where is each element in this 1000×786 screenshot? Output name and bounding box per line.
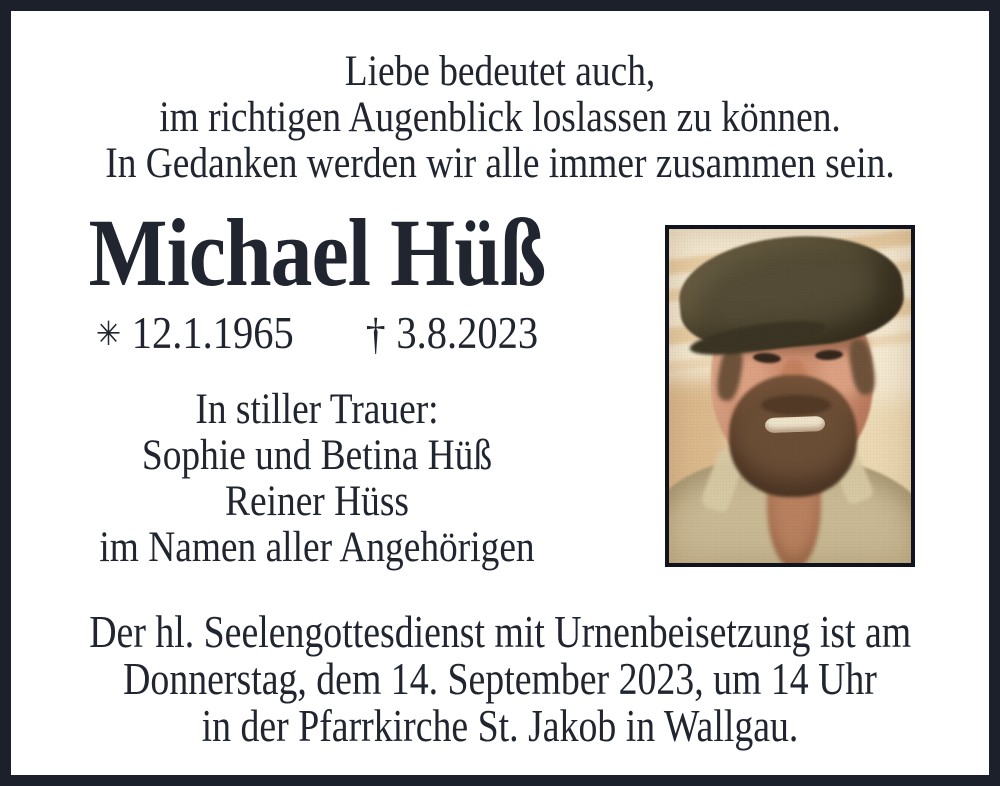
portrait-photo xyxy=(665,225,915,567)
birth-date-value: 12.1.1965 xyxy=(131,308,294,358)
mourners-heading: In stiller Trauer: xyxy=(195,386,439,433)
death-date-value: 3.8.2023 xyxy=(396,308,539,358)
birth-star-icon: ✳ xyxy=(95,316,121,353)
opening-verse xyxy=(75,49,926,187)
verse-line: In Gedanken werden wir alle immer zusammen sein. xyxy=(105,140,895,187)
service-line: in der Pfarrkirche St. Jakob in Wallgau. xyxy=(201,701,799,751)
service-line: Donnerstag, dem 14. September 2023, um 14 Uhr xyxy=(123,654,877,704)
smiling-mouth xyxy=(765,416,825,433)
death-date xyxy=(365,308,539,359)
death-cross-icon: † xyxy=(365,310,386,359)
life-dates xyxy=(47,308,587,359)
mourner-line: Sophie und Betina Hüß xyxy=(141,432,493,479)
verse-line: im richtigen Augenblick loslassen zu können. xyxy=(159,94,841,141)
mourner-line: im Namen aller Angehörigen xyxy=(99,524,535,571)
birth-date xyxy=(95,308,294,358)
verse-line: Liebe bedeutet auch, xyxy=(344,48,656,95)
deceased-name: Michael Hüß xyxy=(88,199,546,306)
service-line: Der hl. Seelengottesdienst mit Urnenbeisetzung ist am xyxy=(89,607,912,657)
service-announcement xyxy=(89,609,911,750)
mourners-block xyxy=(56,387,578,571)
mourner-line: Reiner Hüss xyxy=(225,478,409,525)
mustache xyxy=(761,395,831,415)
beard xyxy=(729,375,857,497)
